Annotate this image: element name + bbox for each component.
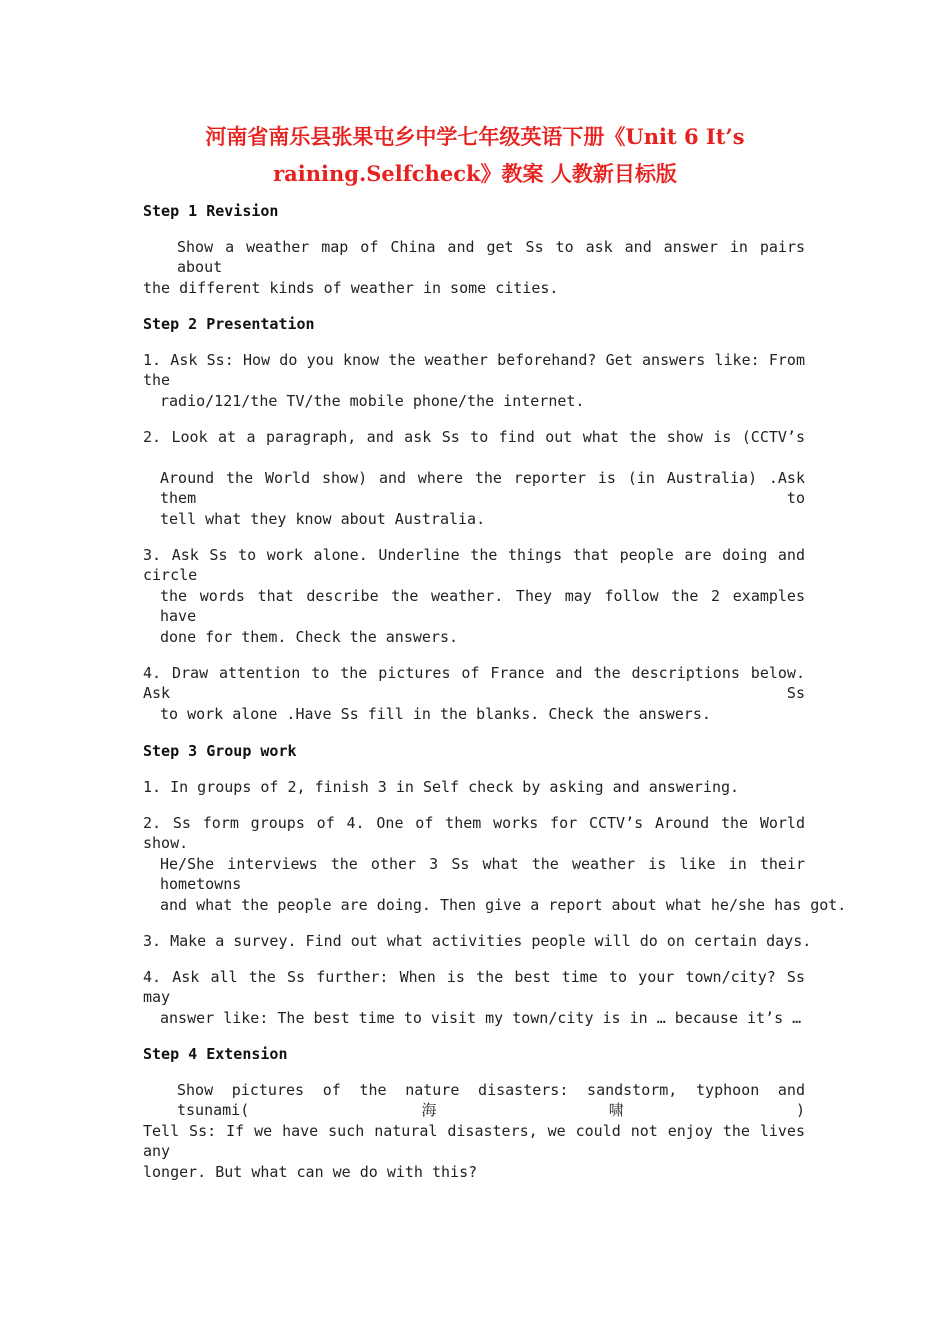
- step-2-line-4: Around the World show) and where the reporter is (in Australia) .Ask them to: [160, 469, 805, 507]
- step-3-line-1: 1. In groups of 2, finish 3 in Self check by asking and answering.: [143, 778, 740, 796]
- step-3-line-6: 4. Ask all the Ss further: When is the best time to your town/city? Ss may: [143, 968, 805, 1006]
- document-title-line-1: 河南省南乐县张果屯乡中学七年级英语下册《Unit 6 It’s: [205, 124, 745, 149]
- step-3-line-5: 3. Make a survey. Find out what activities people will do on certain days.: [143, 932, 812, 950]
- step-2-line-2: radio/121/the TV/the mobile phone/the internet.: [160, 392, 585, 410]
- step-1-line-1: Show a weather map of China and get Ss to ask and answer in pairs about: [177, 238, 805, 276]
- step-3-line-3: He/She interviews the other 3 Ss what the weather is like in their hometowns: [160, 855, 805, 893]
- step-2-line-9: 4. Draw attention to the pictures of France and the descriptions below. Ask Ss: [143, 664, 805, 702]
- step-2-heading: Step 2 Presentation: [143, 315, 315, 333]
- step-3-line-4: and what the people are doing. Then give a report about what he/she has got.: [160, 896, 847, 914]
- document-title-line-2: raining.Selfcheck》教案 人教新目标版: [273, 161, 677, 186]
- step-1-line-2: the different kinds of weather in some cities.: [143, 279, 559, 297]
- step-2-line-7: the words that describe the weather. They may follow the 2 examples have: [160, 587, 805, 625]
- step-2-line-6: 3. Ask Ss to work alone. Underline the things that people are doing and circle: [143, 546, 805, 584]
- step-2-line-10: to work alone .Have Ss fill in the blanks. Check the answers.: [160, 705, 711, 723]
- step-3-heading: Step 3 Group work: [143, 742, 297, 760]
- step-3-line-7: answer like: The best time to visit my town/city is in … because it’s …: [160, 1009, 802, 1027]
- step-4-line-1: Show pictures of the nature disasters: sandstorm, typhoon and tsunami(海啸): [177, 1081, 805, 1119]
- step-3-line-2: 2. Ss form groups of 4. One of them works for CCTV’s Around the World show.: [143, 814, 805, 852]
- step-2-line-3: 2. Look at a paragraph, and ask Ss to find out what the show is (CCTV’s: [143, 428, 805, 446]
- step-2-line-5: tell what they know about Australia.: [160, 510, 486, 528]
- step-4-line-3: longer. But what can we do with this?: [143, 1163, 478, 1181]
- step-4-heading: Step 4 Extension: [143, 1045, 288, 1063]
- step-2-line-1: 1. Ask Ss: How do you know the weather beforehand? Get answers like: From the: [143, 351, 805, 389]
- step-1-heading: Step 1 Revision: [143, 202, 279, 220]
- step-2-line-8: done for them. Check the answers.: [160, 628, 459, 646]
- step-4-line-2: Tell Ss: If we have such natural disasters, we could not enjoy the lives any: [143, 1122, 805, 1160]
